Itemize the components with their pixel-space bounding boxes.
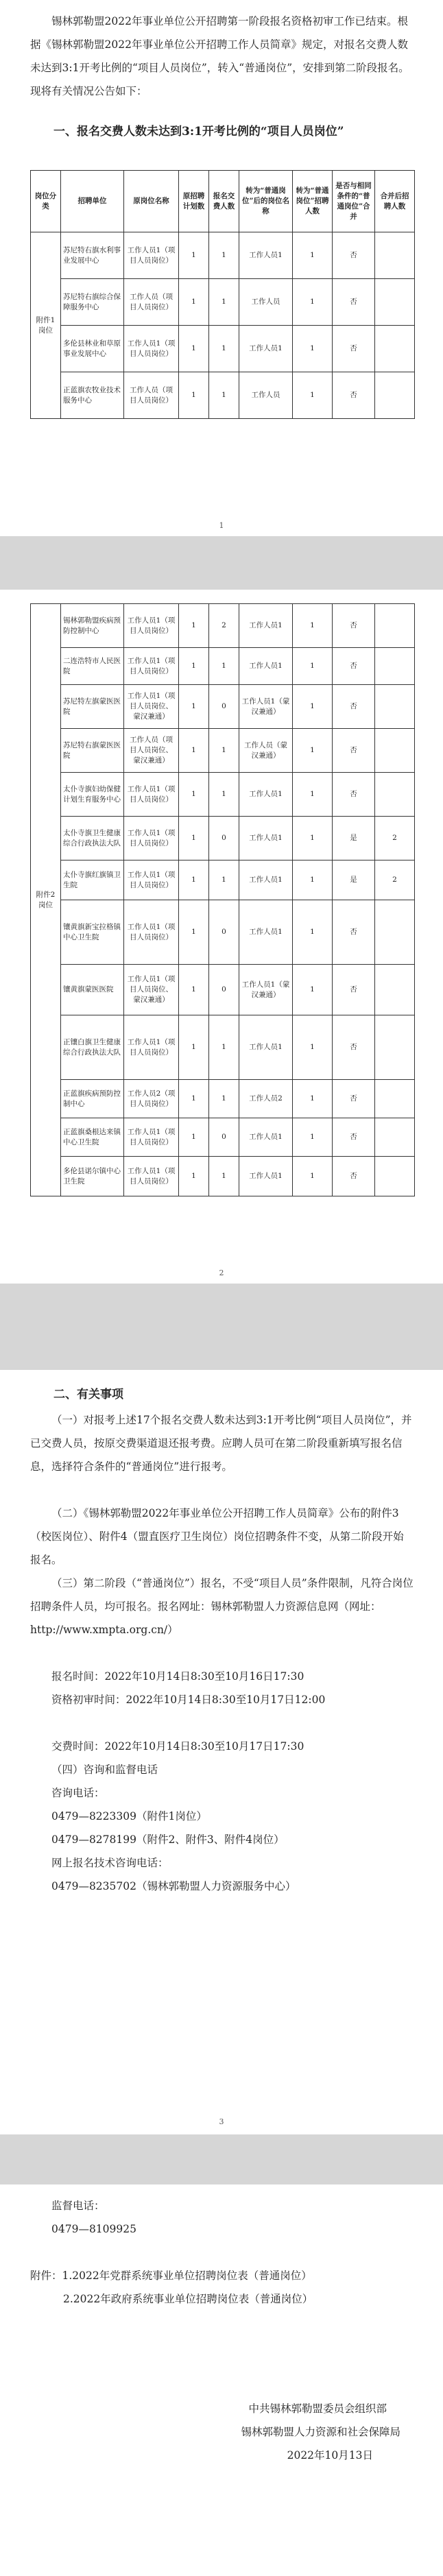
cell-merge: 否	[333, 729, 375, 773]
page-1	[0, 0, 443, 536]
cell-post: 工作人员1（项目人员岗位）	[124, 604, 179, 648]
cell-merged	[375, 900, 415, 965]
cell-post: 工作人员1（项目人员岗位、蒙汉兼通）	[124, 685, 179, 729]
cell-new_count: 1	[293, 372, 333, 419]
cell-post: 工作人员1（项目人员岗位）	[124, 1118, 179, 1157]
cell-plan: 1	[179, 1015, 209, 1080]
table-header-cell: 招聘单位	[61, 171, 124, 232]
table-row	[31, 1015, 415, 1080]
table-header-cell: 报名交费人数	[209, 171, 239, 232]
cell-new_post: 工作人员1	[239, 1118, 293, 1157]
cell-merge: 否	[333, 648, 375, 685]
cell-new_count: 1	[293, 860, 333, 900]
table-row	[31, 648, 415, 685]
cell-new_count: 1	[293, 1015, 333, 1080]
cell-merged	[375, 1080, 415, 1118]
cell-unit: 苏尼特左旗蒙医医院	[61, 685, 124, 729]
cell-plan: 1	[179, 1118, 209, 1157]
cell-plan: 1	[179, 900, 209, 965]
page-4	[0, 2184, 443, 2576]
cell-new_count: 1	[293, 817, 333, 860]
cell-merge: 否	[333, 1157, 375, 1196]
cell-new_count: 1	[293, 1157, 333, 1196]
cell-applied: 1	[209, 729, 239, 773]
cell-unit: 锡林郭勒盟疾病预防控制中心	[61, 604, 124, 648]
table-row	[31, 279, 415, 326]
cell-merged	[375, 232, 415, 279]
consult-phone-1: 0479—8223309（附件1岗位）	[51, 1810, 207, 1822]
cell-applied: 1	[209, 1015, 239, 1080]
cell-unit: 正镶白旗卫生健康综合行政执法大队	[61, 1015, 124, 1080]
table-1-header-row	[31, 171, 415, 232]
attachments	[30, 2264, 414, 2287]
cell-merged: 2	[375, 860, 415, 900]
table-row	[31, 372, 415, 419]
cell-new_post: 工作人员2	[239, 1080, 293, 1118]
cell-new_post: 工作人员1	[239, 648, 293, 685]
cell-post: 工作人员1（项目人员岗位）	[124, 773, 179, 817]
cell-applied: 1	[209, 326, 239, 372]
cell-post: 工作人员1（项目人员岗位）	[124, 817, 179, 860]
cell-plan: 1	[179, 232, 209, 279]
cell-plan: 1	[179, 965, 209, 1015]
attach-1: 1.2022年党群系统事业单位招聘岗位表（普通岗位）	[62, 2270, 312, 2282]
cell-merge: 否	[333, 1118, 375, 1157]
cell-merged	[375, 1118, 415, 1157]
cell-applied: 0	[209, 817, 239, 860]
cell-new_post: 工作人员1（蒙汉兼通）	[239, 685, 293, 729]
cell-new_count: 1	[293, 232, 333, 279]
cell-new_count: 1	[293, 685, 333, 729]
cell-merge: 否	[333, 900, 375, 965]
cell-applied: 0	[209, 965, 239, 1015]
cell-unit: 正蓝旗疾病预防控制中心	[61, 1080, 124, 1118]
intro-paragraph: 锡林郭勒盟2022年事业单位公开招聘第一阶段报名资格初审工作已结束。根据《锡林郭勒盟2022年事业单位公开招聘工作人员简章》规定，对报名交费人数未达到3:1开考比例的“项目人员岗位”，转入“普通岗位”，安排到第二阶段报名。现将有关情况公告如下：	[30, 15, 409, 97]
attach-label: 附件：	[30, 2270, 62, 2282]
cell-new_count: 1	[293, 1080, 333, 1118]
table-header-cell: 原岗位名称	[124, 171, 179, 232]
cell-new_post: 工作人员1	[239, 1157, 293, 1196]
cell-plan: 1	[179, 685, 209, 729]
cell-applied: 0	[209, 1118, 239, 1157]
table-row	[31, 817, 415, 860]
cell-plan: 1	[179, 773, 209, 817]
cell-new_post: 工作人员（蒙汉兼通）	[239, 729, 293, 773]
table-row	[31, 1080, 415, 1118]
cell-applied: 2	[209, 604, 239, 648]
cell-post: 工作人员（项目人员岗位）	[124, 279, 179, 326]
cell-merge: 是	[333, 860, 375, 900]
cell-new_post: 工作人员	[239, 279, 293, 326]
cell-new_count: 1	[293, 326, 333, 372]
table-row	[31, 900, 415, 965]
cell-new_count: 1	[293, 279, 333, 326]
cell-unit: 苏尼特右旗综合保障服务中心	[61, 279, 124, 326]
cell-post: 工作人员（项目人员岗位）	[124, 372, 179, 419]
cell-merge: 否	[333, 326, 375, 372]
cell-applied: 1	[209, 860, 239, 900]
cell-new_post: 工作人员	[239, 372, 293, 419]
cell-merge: 否	[333, 1080, 375, 1118]
cell-merged	[375, 648, 415, 685]
cell-post: 工作人员1（项目人员岗位）	[124, 860, 179, 900]
tech-label: 网上报名技术咨询电话：	[51, 1857, 169, 1869]
tech-phone: 0479—8235702（锡林郭勒盟人力资源服务中心）	[51, 1880, 296, 1892]
table-row	[31, 1118, 415, 1157]
cell-merge: 否	[333, 773, 375, 817]
cell-unit: 太仆寺旗妇幼保健计划生育服务中心	[61, 773, 124, 817]
time-pay: 交费时间：2022年10月14日8:30至10月17日17:30	[51, 1740, 304, 1753]
cell-applied: 1	[209, 232, 239, 279]
signature-org-1: 中共锡林郭勒盟委员会组织部	[248, 2403, 387, 2415]
cell-merge: 否	[333, 372, 375, 419]
table-header-cell: 是否与相同条件的“普通岗位”合并	[333, 171, 375, 232]
consult-label: 咨询电话：	[51, 1787, 105, 1799]
cell-applied: 1	[209, 773, 239, 817]
category-cell: 附件2岗位	[31, 604, 61, 1196]
cell-merged	[375, 685, 415, 729]
cell-unit: 镶黄旗新宝拉格镇中心卫生院	[61, 900, 124, 965]
signature-date: 2022年10月13日	[287, 2449, 373, 2461]
cell-merged: 2	[375, 817, 415, 860]
cell-post: 工作人员1（项目人员岗位）	[124, 648, 179, 685]
signature-org-2: 锡林郭勒盟人力资源和社会保障局	[241, 2426, 400, 2438]
cell-unit: 正蓝旗桑根达来镇中心卫生院	[61, 1118, 124, 1157]
cell-applied: 1	[209, 1080, 239, 1118]
cell-new_post: 工作人员1	[239, 860, 293, 900]
cell-merge: 否	[333, 965, 375, 1015]
cell-post: 工作人员1（项目人员岗位）	[124, 1157, 179, 1196]
cell-plan: 1	[179, 1080, 209, 1118]
table-header-cell: 原招聘计划数	[179, 171, 209, 232]
table-row	[31, 604, 415, 648]
cell-plan: 1	[179, 648, 209, 685]
cell-plan: 1	[179, 279, 209, 326]
cell-new_count: 1	[293, 729, 333, 773]
cell-merge: 否	[333, 279, 375, 326]
cell-merge: 否	[333, 1015, 375, 1080]
cell-unit: 多伦县林业和草原事业发展中心	[61, 326, 124, 372]
table-row	[31, 860, 415, 900]
time-register: 报名时间：2022年10月14日8:30至10月16日17:30	[51, 1670, 304, 1683]
cell-unit: 二连浩特市人民医院	[61, 648, 124, 685]
category-cell: 附件1岗位	[31, 232, 61, 419]
table-row	[31, 773, 415, 817]
para-3: （三）第二阶段（“普通岗位”）报名，不受“项目人员”条件限制，凡符合岗位招聘条件人员，均可报名。报名网址：锡林郭勒盟人力资源信息网（网址：http://www.xmpta.org.cn/）	[30, 1577, 414, 1636]
cell-post: 工作人员2（项目人员岗位）	[124, 1080, 179, 1118]
cell-new_count: 1	[293, 773, 333, 817]
cell-merge: 否	[333, 685, 375, 729]
cell-merged	[375, 279, 415, 326]
cell-unit: 正蓝旗农牧业技术服务中心	[61, 372, 124, 419]
cell-applied: 0	[209, 900, 239, 965]
supervise-label: 监督电话：	[51, 2200, 105, 2212]
cell-unit: 苏尼特右旗水利事业发展中心	[61, 232, 124, 279]
cell-post: 工作人员1（项目人员岗位）	[124, 1015, 179, 1080]
cell-plan: 1	[179, 817, 209, 860]
cell-merged	[375, 372, 415, 419]
cell-merged	[375, 604, 415, 648]
cell-merge: 否	[333, 604, 375, 648]
table-2	[30, 603, 415, 1196]
table-header-cell: 合并后招聘人数	[375, 171, 415, 232]
para-4: （四）咨询和监督电话	[51, 1764, 158, 1776]
cell-new_post: 工作人员1	[239, 900, 293, 965]
cell-post: 工作人员1（项目人员岗位）	[124, 326, 179, 372]
table-row	[31, 685, 415, 729]
cell-post: 工作人员（项目人员岗位、蒙汉兼通）	[124, 729, 179, 773]
attach-2: 2.2022年政府系统事业单位招聘岗位表（普通岗位）	[63, 2293, 313, 2305]
section-1-title: 一、报名交费人数未达到3:1开考比例的“项目人员岗位”	[53, 125, 344, 139]
table-header-cell: 岗位分类	[31, 171, 61, 232]
cell-plan: 1	[179, 1157, 209, 1196]
cell-merge: 是	[333, 817, 375, 860]
cell-unit: 苏尼特右旗蒙医医院	[61, 729, 124, 773]
table-header-cell: 转为“普通岗位”后的岗位名称	[239, 171, 293, 232]
cell-plan: 1	[179, 729, 209, 773]
cell-post: 工作人员1（项目人员岗位）	[124, 232, 179, 279]
page-2	[0, 590, 443, 1284]
cell-merged	[375, 773, 415, 817]
page-number: 3	[219, 2117, 224, 2126]
para-1: （一）对报考上述17个报名交费人数未达到3:1开考比例“项目人员岗位”，并已交费人员，按原交费渠道退还报考费。应聘人员可在第二阶段重新填写报名信息，选择符合条件的“普通岗位”进行报考。	[30, 1414, 412, 1473]
para-2: （二）《锡林郭勒盟2022年事业单位公开招聘工作人员简章》公布的附件3（校医岗位）、附件4（盟直医疗卫生岗位）岗位招聘条件不变，从第二阶段开始报名。	[30, 1507, 404, 1566]
page-3	[0, 1370, 443, 2134]
cell-plan: 1	[179, 326, 209, 372]
cell-unit: 太仆寺旗红旗镇卫生院	[61, 860, 124, 900]
cell-merge: 否	[333, 232, 375, 279]
time-review: 资格初审时间：2022年10月14日8:30至10月17日12:00	[51, 1694, 326, 1706]
cell-merged	[375, 1157, 415, 1196]
supervise-phone: 0479—8109925	[51, 2223, 136, 2235]
cell-new_count: 1	[293, 648, 333, 685]
cell-merged	[375, 965, 415, 1015]
table-header-cell: 转为“普通岗位”招聘人数	[293, 171, 333, 232]
cell-new_count: 1	[293, 965, 333, 1015]
cell-applied: 0	[209, 685, 239, 729]
cell-post: 工作人员1（项目人员岗位、蒙汉兼通）	[124, 965, 179, 1015]
table-row	[31, 965, 415, 1015]
table-row	[31, 326, 415, 372]
table-row	[31, 1157, 415, 1196]
cell-merged	[375, 1015, 415, 1080]
cell-plan: 1	[179, 372, 209, 419]
cell-new_post: 工作人员1	[239, 232, 293, 279]
consult-phone-2: 0479—8278199（附件2、附件3、附件4岗位）	[51, 1833, 285, 1846]
cell-new_post: 工作人员1	[239, 1015, 293, 1080]
cell-new_count: 1	[293, 1118, 333, 1157]
page-number: 2	[219, 1268, 224, 1277]
cell-new_post: 工作人员1	[239, 773, 293, 817]
cell-new_post: 工作人员1	[239, 326, 293, 372]
cell-applied: 1	[209, 648, 239, 685]
table-1	[30, 170, 415, 419]
cell-unit: 多伦县诺尔镇中心卫生院	[61, 1157, 124, 1196]
cell-new_post: 工作人员1	[239, 817, 293, 860]
cell-applied: 1	[209, 372, 239, 419]
cell-unit: 镶黄旗蒙医医院	[61, 965, 124, 1015]
cell-new_post: 工作人员1	[239, 604, 293, 648]
cell-applied: 1	[209, 1157, 239, 1196]
cell-new_count: 1	[293, 900, 333, 965]
table-row	[31, 729, 415, 773]
cell-merged	[375, 326, 415, 372]
cell-post: 工作人员1（项目人员岗位）	[124, 900, 179, 965]
cell-plan: 1	[179, 604, 209, 648]
cell-new_post: 工作人员1（蒙汉兼通）	[239, 965, 293, 1015]
cell-unit: 太仆寺旗卫生健康综合行政执法大队	[61, 817, 124, 860]
page-number: 1	[219, 521, 224, 530]
cell-new_count: 1	[293, 604, 333, 648]
cell-applied: 1	[209, 279, 239, 326]
section-2-title: 二、有关事项	[53, 1388, 123, 1401]
cell-plan: 1	[179, 860, 209, 900]
table-row	[31, 232, 415, 279]
cell-merged	[375, 729, 415, 773]
